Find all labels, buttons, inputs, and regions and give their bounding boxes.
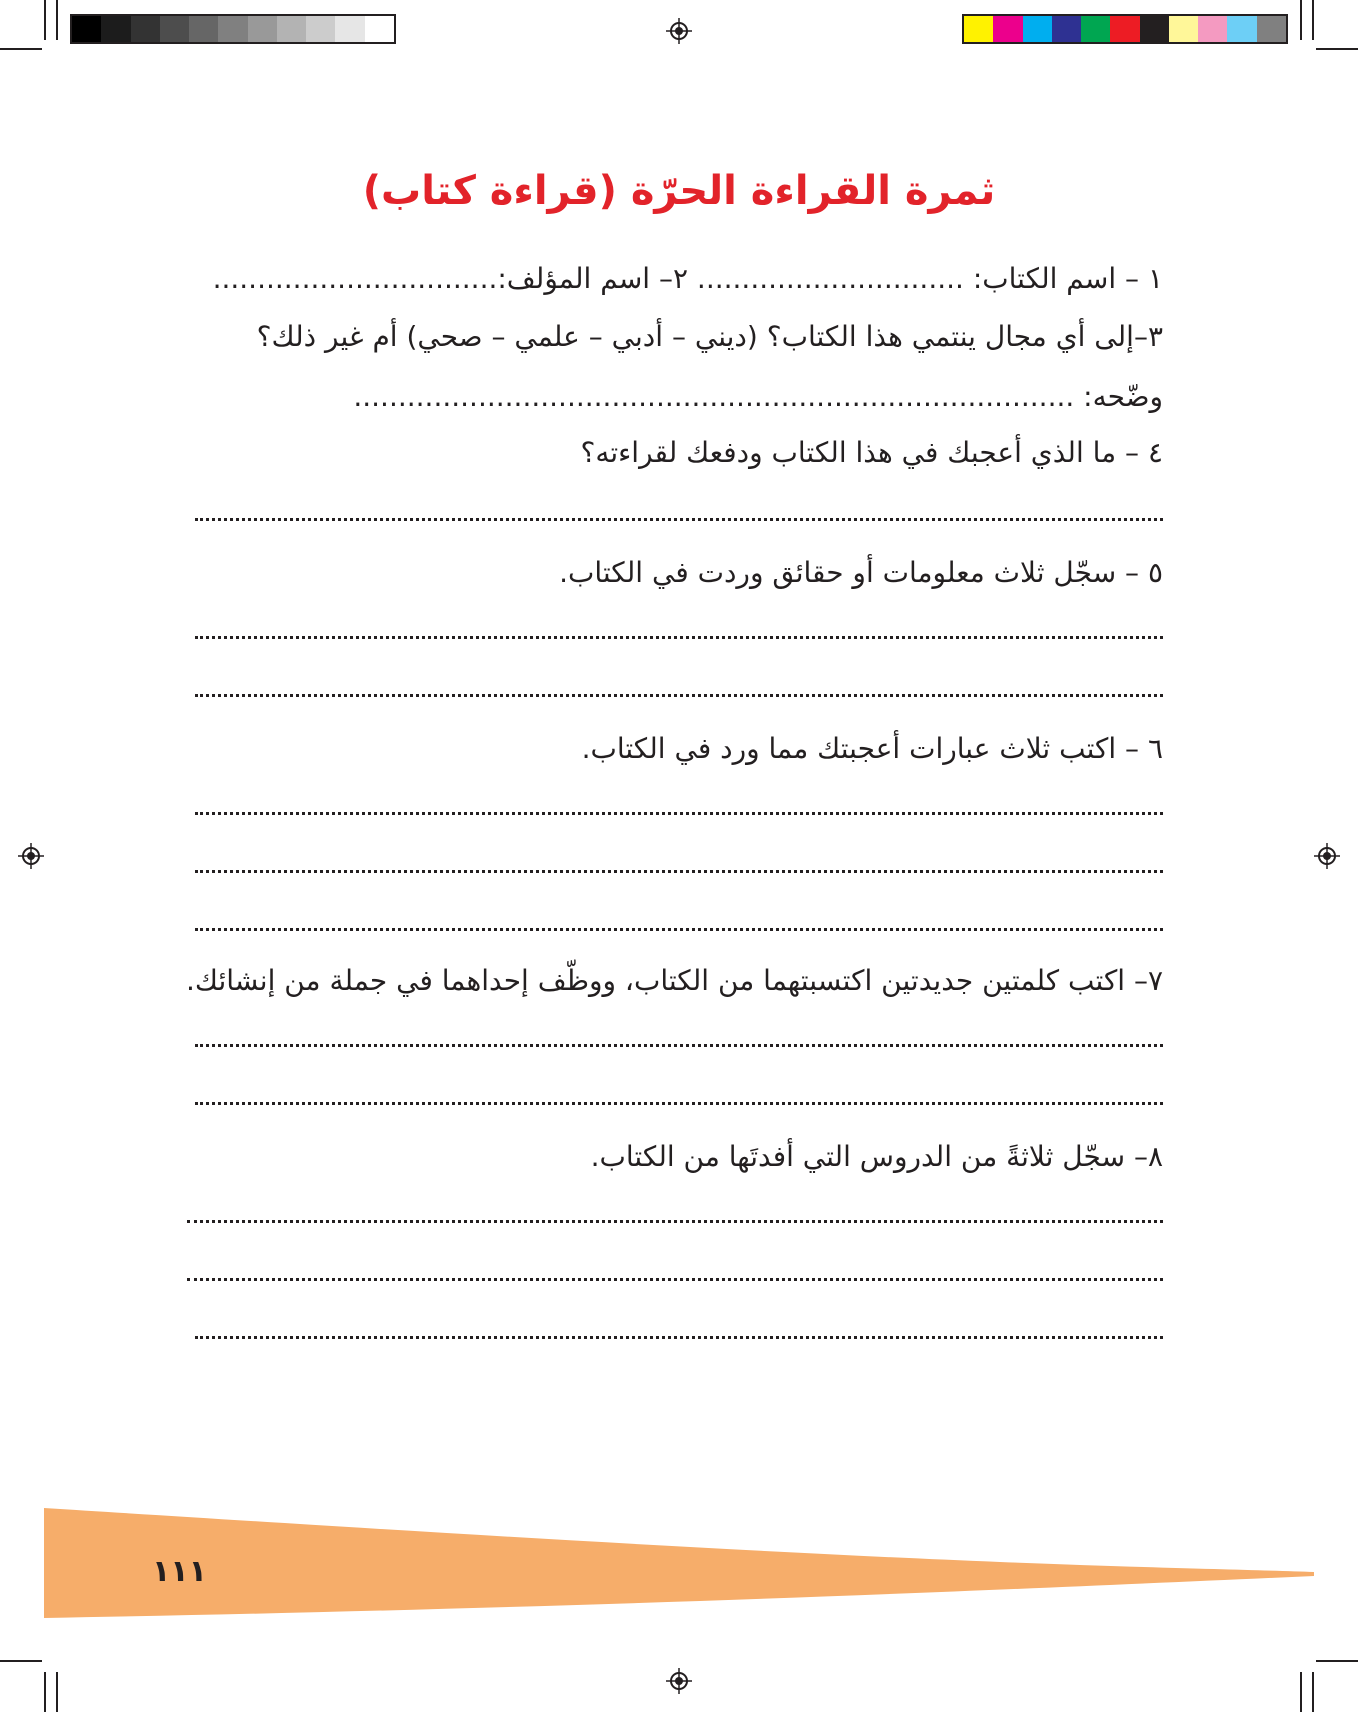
question-4: ٤ – ما الذي أعجبك في هذا الكتاب ودفعك لقراءته؟ bbox=[580, 436, 1163, 469]
page-title: ثمرة القراءة الحرّة (قراءة كتاب) bbox=[362, 168, 996, 214]
calibration-swatch bbox=[189, 16, 218, 42]
question-1-2: ١ – اسم الكتاب: .............................. ٢– اسم المؤلف:................................ bbox=[212, 262, 1163, 295]
calibration-swatch bbox=[1052, 16, 1081, 42]
answer-line bbox=[187, 1278, 1163, 1281]
answer-line bbox=[195, 518, 1163, 521]
calibration-swatch bbox=[1081, 16, 1110, 42]
answer-line bbox=[195, 636, 1163, 639]
question-3: ٣–إلى أي مجال ينتمي هذا الكتاب؟ (ديني – أدبي – علمي – صحي) أم غير ذلك؟ bbox=[256, 320, 1163, 353]
calibration-swatch bbox=[1257, 16, 1286, 42]
calibration-swatch bbox=[335, 16, 364, 42]
calibration-swatch bbox=[248, 16, 277, 42]
calibration-swatch bbox=[218, 16, 247, 42]
question-3-explain: وضّحه: ................................................................................. bbox=[353, 380, 1163, 413]
calibration-swatch bbox=[1227, 16, 1256, 42]
answer-line bbox=[195, 1044, 1163, 1047]
registration-mark-right bbox=[1314, 843, 1340, 869]
answer-line bbox=[187, 1220, 1163, 1223]
question-7: ٧– اكتب كلمتين جديدتين اكتسبتهما من الكتاب، ووظّف إحداهما في جملة من إنشائك. bbox=[185, 964, 1163, 997]
calibration-swatch bbox=[101, 16, 130, 42]
color-calibration-bar bbox=[962, 14, 1288, 44]
calibration-swatch bbox=[277, 16, 306, 42]
calibration-swatch bbox=[306, 16, 335, 42]
question-5: ٥ – سجّل ثلاث معلومات أو حقائق وردت في الكتاب. bbox=[559, 556, 1163, 589]
calibration-swatch bbox=[964, 16, 993, 42]
calibration-swatch bbox=[1023, 16, 1052, 42]
answer-line bbox=[195, 694, 1163, 697]
registration-mark-left bbox=[18, 843, 44, 869]
calibration-swatch bbox=[160, 16, 189, 42]
registration-mark-bottom bbox=[666, 1668, 692, 1694]
question-8: ٨– سجّل ثلاثةً من الدروس التي أفدتَها من الكتاب. bbox=[590, 1140, 1163, 1173]
page-number: ١١١ bbox=[152, 1554, 207, 1589]
calibration-swatch bbox=[131, 16, 160, 42]
registration-mark-top bbox=[666, 18, 692, 44]
calibration-swatch bbox=[1110, 16, 1139, 42]
calibration-swatch bbox=[1169, 16, 1198, 42]
question-6: ٦ – اكتب ثلاث عبارات أعجبتك مما ورد في الكتاب. bbox=[581, 732, 1163, 765]
answer-line bbox=[195, 1336, 1163, 1339]
grayscale-calibration-bar bbox=[70, 14, 396, 44]
answer-line bbox=[195, 870, 1163, 873]
calibration-swatch bbox=[72, 16, 101, 42]
answer-line bbox=[195, 812, 1163, 815]
calibration-swatch bbox=[993, 16, 1022, 42]
answer-line bbox=[195, 928, 1163, 931]
answer-line bbox=[195, 1102, 1163, 1105]
calibration-swatch bbox=[1140, 16, 1169, 42]
calibration-swatch bbox=[1198, 16, 1227, 42]
calibration-swatch bbox=[365, 16, 394, 42]
